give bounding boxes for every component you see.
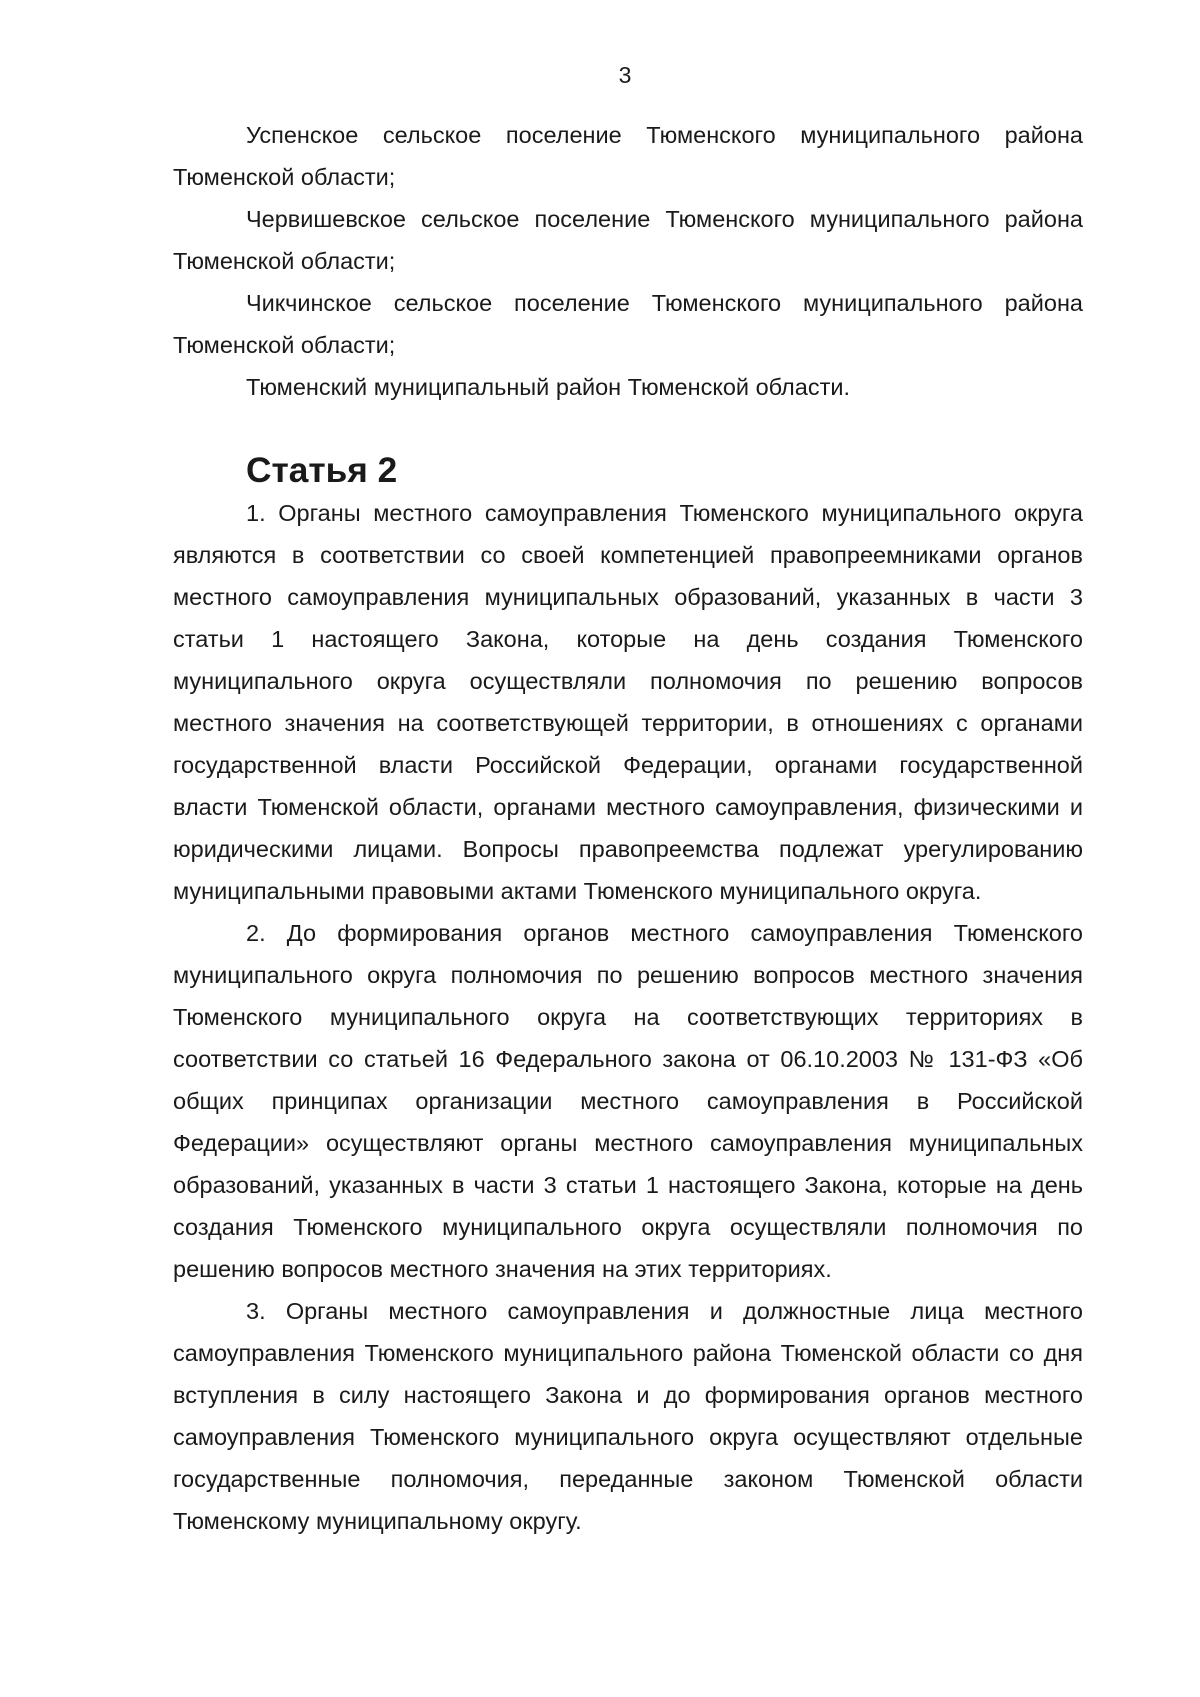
document-body: [173, 114, 1083, 1542]
article-paragraph-2: 2. До формирования органов местного самоуправления Тюменского муниципального округа полномочия по решению вопросов местного значения Тюменского муниципального округа на соответствующих территориях в соответствии со статьей 16 Федерального закона от 06.10.2003 № 131-ФЗ «Об общих принципах организации местного самоуправления в Российской Федерации» осуществляют органы местного самоуправления муниципальных образований, указанных в части 3 статьи 1 настоящего Закона, которые на день создания Тюменского муниципального округа осуществляли полномочия по решению вопросов местного значения на этих территориях.: [173, 920, 1083, 1282]
page-number: 3: [618, 62, 632, 88]
list-item-tyumen-district: Тюменский муниципальный район Тюменской области.: [246, 374, 851, 400]
article-paragraph-1: 1. Органы местного самоуправления Тюменского муниципального округа являются в соответствии со своей компетенцией правопреемниками органов местного самоуправления муниципальных образований, указанных в части 3 статьи 1 настоящего Закона, которые на день создания Тюменского муниципального округа осуществляли полномочия по решению вопросов местного значения на соответствующей территории, в отношениях с органами государственной власти Российской Федерации, органами государственной власти Тюменской области, органами местного самоуправления, физическими и юридическими лицами. Вопросы правопреемства подлежат урегулированию муниципальными правовыми актами Тюменского муниципального округа.: [173, 500, 1083, 904]
article-paragraph-3: 3. Органы местного самоуправления и должностные лица местного самоуправления Тюменского муниципального района Тюменской области со дня вступления в силу настоящего Закона и до формирования органов местного самоуправления Тюменского муниципального округа осуществляют отдельные государственные полномочия, переданные законом Тюменской области Тюменскому муниципальному округу.: [173, 1298, 1083, 1534]
list-item-chervishevskoe: Червишевское сельское поселение Тюменского муниципального района Тюменской области;: [173, 206, 1083, 274]
list-item-chikchinskoe: Чикчинское сельское поселение Тюменского муниципального района Тюменской области;: [173, 290, 1083, 358]
list-item-uspenskoe: Успенское сельское поселение Тюменского муниципального района Тюменской области;: [173, 122, 1083, 190]
article-heading: Статья 2: [246, 451, 398, 490]
